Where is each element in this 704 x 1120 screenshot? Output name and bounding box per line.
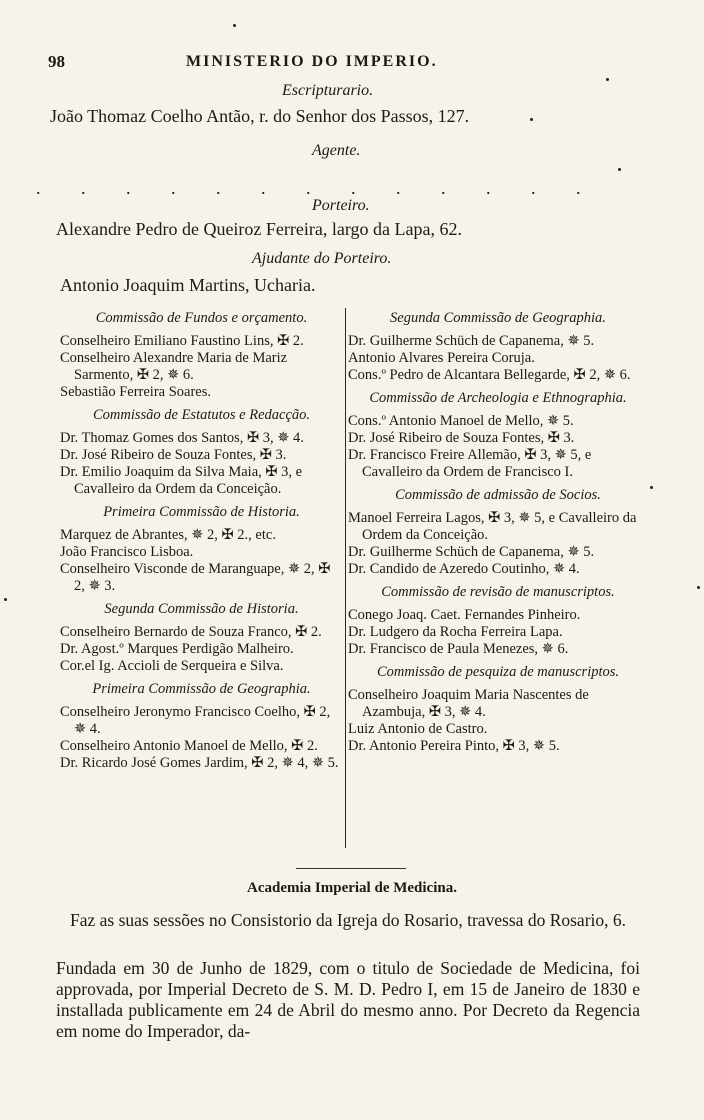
porteiro-heading: Porteiro.: [312, 197, 370, 214]
commission-section: [348, 584, 648, 658]
member-entry: Sebastião Ferreira Soares.: [60, 384, 211, 400]
academia-sessions: Faz as suas sessões no Consistorio da Igreja do Rosario, travessa do Rosario, 6.: [69, 910, 627, 930]
member-entry: Marquez de Abrantes, ✵ 2, ✠ 2., etc.: [60, 527, 276, 543]
running-title: MINISTERIO DO IMPERIO.: [186, 53, 438, 70]
paper-speck: [697, 586, 700, 589]
commission-section: [348, 390, 648, 481]
member-entry: Dr. Ludgero da Rocha Ferreira Lapa.: [348, 624, 563, 640]
left-column: [60, 306, 343, 778]
commission-section: [348, 310, 648, 384]
member-entry: Conselheiro Visconde de Maranguape, ✵ 2, ✠ 2, ✵ 3.: [60, 561, 331, 594]
column-divider: [345, 308, 346, 848]
member-entry: Luiz Antonio de Castro.: [348, 721, 488, 737]
paper-speck: [4, 598, 7, 601]
member-entry: Cons.º Antonio Manoel de Mello, ✵ 5.: [348, 413, 574, 429]
member-entry: Conselheiro Bernardo de Souza Franco, ✠ 2.: [60, 624, 322, 640]
page-header: [48, 52, 638, 76]
member-entry: João Francisco Lisboa.: [60, 544, 194, 560]
commission-section: [348, 664, 648, 755]
commission-title: Commissão de admissão de Socios.: [395, 487, 601, 503]
commission-section: [60, 601, 343, 675]
member-entry: Dr. Guilherme Schüch de Capanema, ✵ 5.: [348, 544, 595, 560]
ajudante-name: Antonio Joaquim Martins, Ucharia.: [60, 275, 316, 295]
commission-title: Commissão de revisão de manuscriptos.: [381, 584, 615, 600]
member-entry: Conselheiro Emiliano Faustino Lins, ✠ 2.: [60, 333, 304, 349]
commission-title: Segunda Commissão de Historia.: [104, 601, 299, 617]
member-entry: Conselheiro Alexandre Maria de Mariz Sarmento, ✠ 2, ✵ 6.: [60, 350, 288, 383]
member-entry: Dr. Antonio Pereira Pinto, ✠ 3, ✵ 5.: [348, 738, 560, 754]
member-entry: Dr. Agost.º Marques Perdigão Malheiro.: [60, 641, 294, 657]
escripturario-heading: Escripturario.: [282, 82, 374, 99]
member-entry: Dr. Thomaz Gomes dos Santos, ✠ 3, ✵ 4.: [60, 430, 304, 446]
member-entry: Dr. Ricardo José Gomes Jardim, ✠ 2, ✵ 4, ✵ 5.: [60, 755, 339, 771]
member-entry: Dr. José Ribeiro de Souza Fontes, ✠ 3.: [348, 430, 575, 446]
porteiro-name: Alexandre Pedro de Queiroz Ferreira, largo da Lapa, 62.: [56, 219, 463, 239]
member-entry: Conselheiro Jeronymo Francisco Coelho, ✠ 2, ✵ 4.: [60, 704, 331, 737]
commission-title: Primeira Commissão de Historia.: [103, 504, 300, 520]
commission-section: [60, 310, 343, 401]
commission-section: [60, 681, 343, 772]
member-entry: Antonio Alvares Pereira Coruja.: [348, 350, 535, 366]
member-entry: Manoel Ferreira Lagos, ✠ 3, ✵ 5, e Cavalleiro da Ordem da Conceição.: [348, 510, 637, 543]
paper-speck: [650, 486, 653, 489]
commission-title: Primeira Commissão de Geographia.: [92, 681, 311, 697]
member-entry: Dr. Francisco de Paula Menezes, ✵ 6.: [348, 641, 569, 657]
paper-speck: [606, 78, 609, 81]
commission-title: Commissão de Archeologia e Ethnographia.: [369, 390, 627, 406]
member-entry: Cor.el Ig. Accioli de Serqueira e Silva.: [60, 658, 284, 674]
agente-dots: . . . . . . . . . . . . .: [36, 178, 599, 198]
member-entry: Dr. Francisco Freire Allemão, ✠ 3, ✵ 5, e Cavalleiro da Ordem de Francisco I.: [348, 447, 592, 480]
member-entry: Conego Joaq. Caet. Fernandes Pinheiro.: [348, 607, 581, 623]
member-entry: Dr. Guilherme Schüch de Capanema, ✵ 5.: [348, 333, 595, 349]
member-entry: Dr. Emilio Joaquim da Silva Maia, ✠ 3, e Cavalleiro da Ordem da Conceição.: [60, 464, 303, 497]
commission-section: [348, 487, 648, 578]
ajudante-heading: Ajudante do Porteiro.: [252, 250, 392, 267]
commission-title: Commissão de Estatutos e Redacção.: [92, 407, 311, 423]
academia-history: Fundada em 30 de Junho de 1829, com o titulo de Sociedade de Medicina, foi approvada, por Imperial Decreto de S. M. D. Pedro I, em 15 de Janeiro de 1830 e installada publicamente em 24 de Abril do mesmo anno. Por Decreto da Regencia em nome do Imperador, da-: [56, 958, 640, 1041]
commission-section: [60, 407, 343, 498]
commissions-two-column: [60, 306, 650, 851]
member-entry: Conselheiro Antonio Manoel de Mello, ✠ 2.: [60, 738, 318, 754]
paper-speck: [233, 24, 236, 27]
commission-title: Commissão de pesquiza de manuscriptos.: [376, 664, 620, 680]
commission-section: [60, 504, 343, 595]
member-entry: Cons.º Pedro de Alcantara Bellegarde, ✠ 2, ✵ 6.: [348, 367, 631, 383]
paper-speck: [530, 118, 533, 121]
member-entry: Conselheiro Joaquim Maria Nascentes de Azambuja, ✠ 3, ✵ 4.: [348, 687, 589, 720]
commission-title: Segunda Commissão de Geographia.: [390, 310, 606, 326]
member-entry: Dr. Candido de Azeredo Coutinho, ✵ 4.: [348, 561, 580, 577]
agente-heading: Agente.: [312, 142, 361, 159]
member-entry: Dr. José Ribeiro de Souza Fontes, ✠ 3.: [60, 447, 287, 463]
commission-title: Commissão de Fundos e orçamento.: [95, 310, 308, 326]
section-rule: [296, 868, 406, 869]
page-number: 98: [48, 52, 65, 71]
paper-speck: [618, 168, 621, 171]
right-column: [348, 306, 648, 761]
academia-heading: Academia Imperial de Medicina.: [247, 880, 457, 896]
escripturario-name: João Thomaz Coelho Antão, r. do Senhor dos Passos, 127.: [50, 106, 470, 126]
